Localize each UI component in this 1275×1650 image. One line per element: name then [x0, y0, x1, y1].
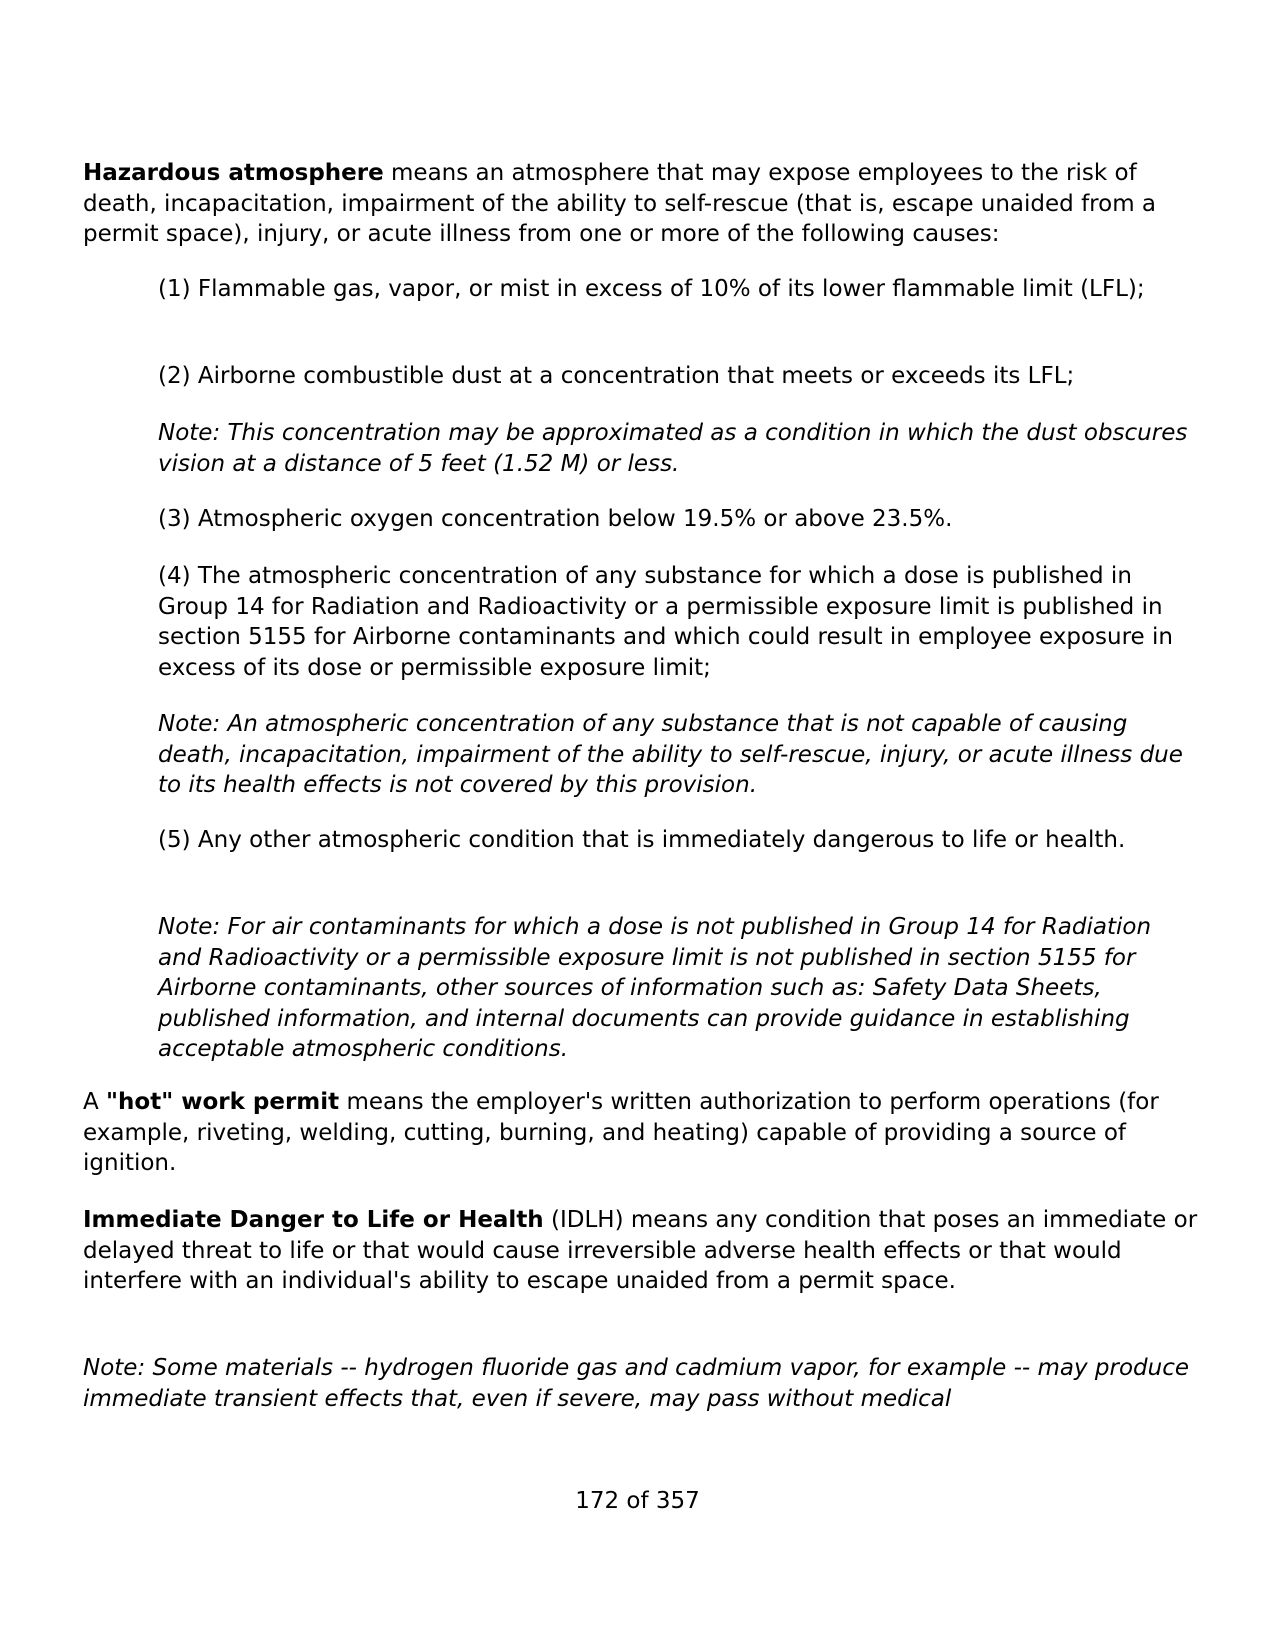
page-number: 172 of 357: [575, 1488, 700, 1514]
hot-work-permit-text: means the employer's written authorization to perform operations (for example, riveting, welding, cutting, burning, and heating) capable of providing a source of ignition.: [83, 1089, 1159, 1176]
cause-item-1: (1) Flammable gas, vapor, or mist in excess of 10% of its lower flammable limit (LFL);: [158, 276, 1145, 302]
hot-work-permit-definition: [83, 1087, 1198, 1179]
cause-note-4: Note: An atmospheric concentration of any substance that is not capable of causing death, incapacitation, impairment of the ability to self-rescue, injury, or acute illness due to its health effects is not covered by this provision.: [158, 711, 1183, 798]
cause-note-5: Note: For air contaminants for which a dose is not published in Group 14 for Radiation and Radioactivity or a permissible exposure limit is not published in section 5155 for Airborne contaminants, other sources of information such as: Safety Data Sheets, published information, and internal documents can provide guidance in establishing acceptable atmospheric conditions.: [158, 914, 1152, 1062]
idlh-definition: [83, 1205, 1198, 1297]
cause-item-2: (2) Airborne combustible dust at a concentration that meets or exceeds its LFL;: [158, 363, 1075, 389]
cause-item-5: (5) Any other atmospheric condition that is immediately dangerous to life or health.: [158, 827, 1126, 853]
hazardous-atmosphere-definition: [83, 158, 1198, 250]
idlh-term: Immediate Danger to Life or Health: [83, 1207, 544, 1233]
hot-work-permit-prefix: A: [83, 1089, 107, 1115]
hazardous-atmosphere-term: Hazardous atmosphere: [83, 160, 384, 186]
idlh-text: (IDLH) means any condition that poses an immediate or delayed threat to life or that would cause irreversible adverse health effects or that would interfere with an individual's ability to escape unaided from a permit space.: [83, 1207, 1198, 1294]
idlh-note: Note: Some materials -- hydrogen fluoride gas and cadmium vapor, for example -- may produce immediate transient effects that, even if severe, may pass without medical: [83, 1355, 1190, 1412]
hot-work-permit-term: "hot" work permit: [106, 1089, 340, 1115]
cause-item-3: (3) Atmospheric oxygen concentration below 19.5% or above 23.5%.: [158, 506, 953, 532]
cause-item-4: (4) The atmospheric concentration of any substance for which a dose is published in Group 14 for Radiation and Radioactivity or a permissible exposure limit is published in section 5155 for Airborne contaminants and which could result in employee exposure in excess of its dose or permissible exposure limit;: [158, 563, 1173, 681]
hazardous-atmosphere-text: means an atmosphere that may expose employees to the risk of death, incapacitation, impairment of the ability to self-rescue (that is, escape unaided from a permit space), injury, or acute illness from one or more of the following causes:: [83, 160, 1157, 247]
cause-note-2: Note: This concentration may be approximated as a condition in which the dust obscures vision at a distance of 5 feet (1.52 M) or less.: [158, 420, 1188, 477]
